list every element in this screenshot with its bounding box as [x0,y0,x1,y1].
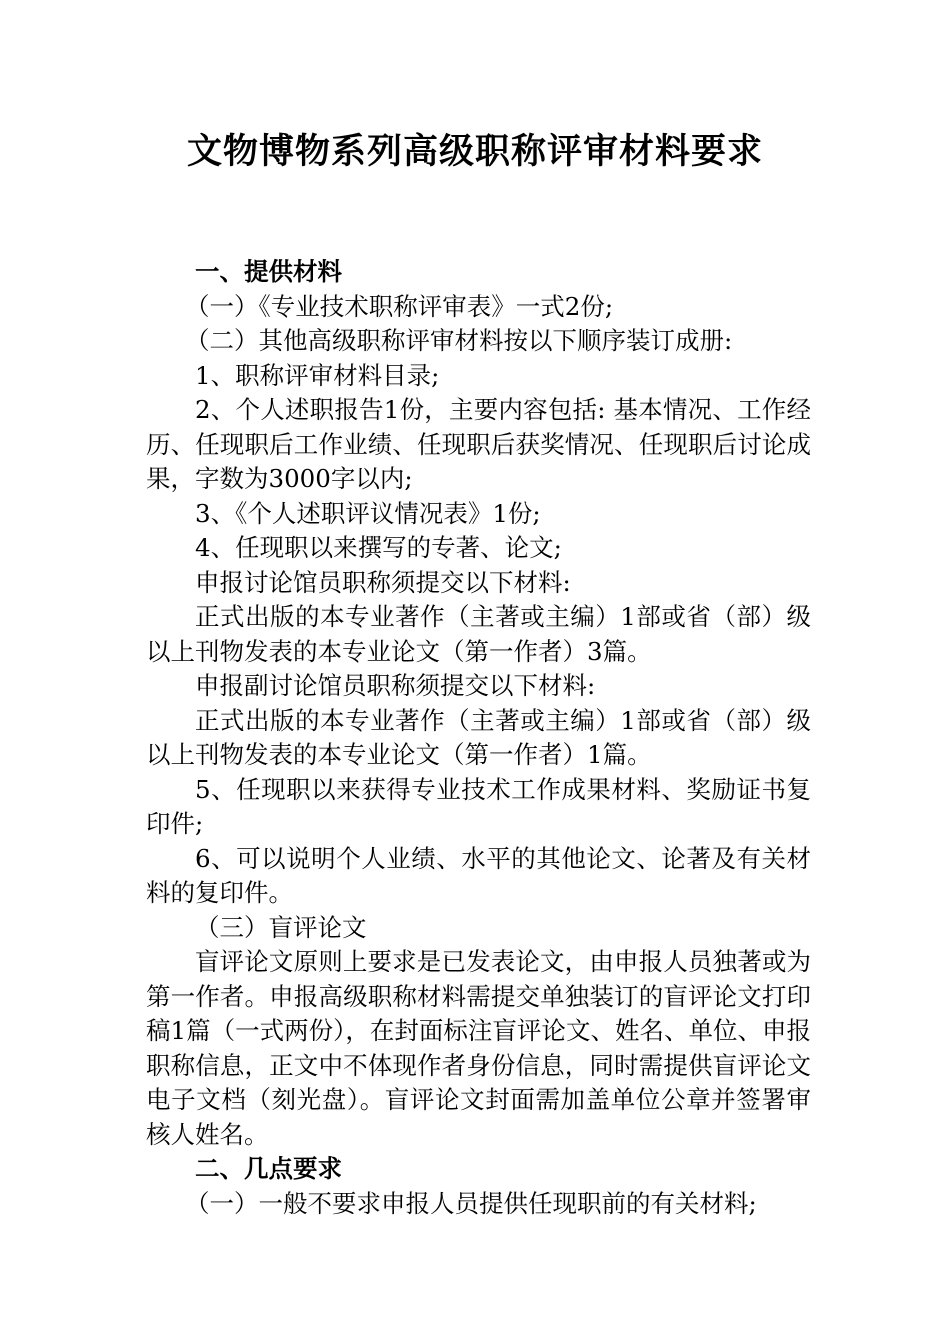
paragraph-item-2: （二）其他高级职称评审材料按以下顺序装订成册: [185,326,733,355]
list-item-2: 2、个人述职报告1份，主要内容包括: 基本情况、工作经历、任现职后工作业绩、任现职后获奖情况、任现职后讨论成果，字数为3000字以内; [146,395,811,493]
requirement-heading-1: 申报讨论馆员职称须提交以下材料: [195,567,571,597]
list-item-4: 4、任现职以来撰写的专著、论文; [195,533,562,562]
section-heading-2: 二、几点要求 [195,1154,342,1183]
requirement-text-2: 正式出版的本专业著作（主著或主编）1部或省（部）级以上刊物发表的本专业论文（第一作者）1篇。 [146,705,811,769]
requirement-text-1: 正式出版的本专业著作（主著或主编）1部或省（部）级以上刊物发表的本专业论文（第一作者）3篇。 [146,602,811,666]
blind-review-paragraph: 盲评论文原则上要求是已发表论文，由申报人员独著或为第一作者。申报高级职称材料需提交单独装订的盲评论文打印稿1篇（一式两份），在封面标注盲评论文、姓名、单位、申报职称信息，正文中不体现作者身份信息，同时需提供盲评论文电子文档（刻光盘）。盲评论文封面需加盖单位公章并签署审核人姓名。 [146,947,811,1149]
list-item-6: 6、可以说明个人业绩、水平的其他论文、论著及有关材料的复印件。 [146,843,811,907]
requirement-heading-2: 申报副讨论馆员职称须提交以下材料: [195,671,596,700]
list-item-1: 1、职称评审材料目录; [195,360,440,390]
paragraph-item-3: （一）一般不要求申报人员提供任现职前的有关材料; [185,1188,757,1218]
paragraph-item-1: （一）《专业技术职称评审表》一式2份; [185,291,614,321]
subsection-heading-3: （三）盲评论文 [195,912,367,942]
list-item-5: 5、任现职以来获得专业技术工作成果材料、奖励证书复印件; [146,774,811,838]
document-title: 文物博物系列高级职称评审材料要求 [186,132,763,172]
section-heading-1: 一、提供材料 [195,257,342,286]
document-body [146,255,811,1221]
list-item-3: 3、《个人述职评议情况表》1份; [195,498,541,528]
